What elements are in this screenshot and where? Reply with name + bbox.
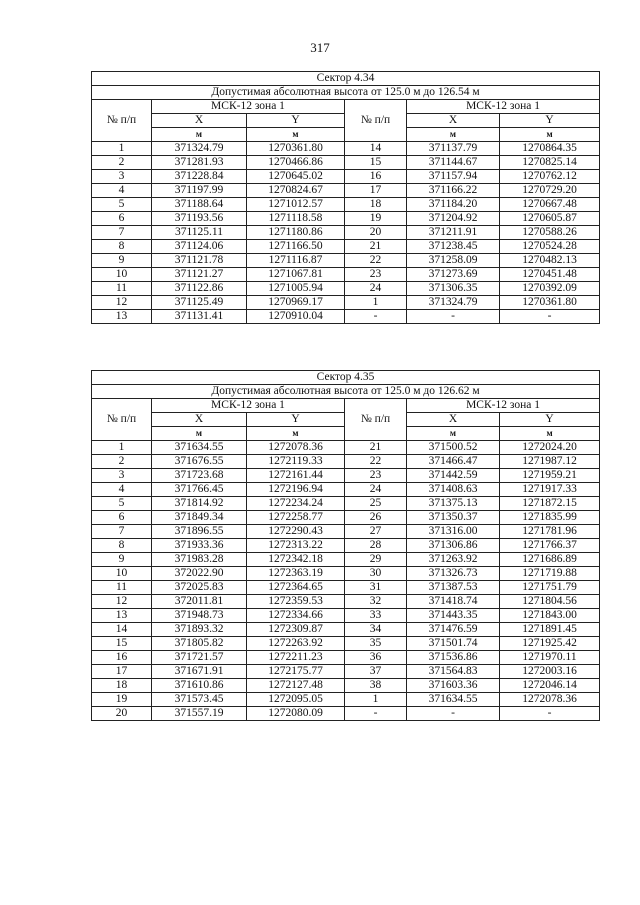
coord-x: 371238.45 bbox=[407, 240, 500, 254]
coord-y: 1271116.87 bbox=[247, 254, 345, 268]
coord-y: 1272359.53 bbox=[247, 595, 345, 609]
coord-x: 371306.86 bbox=[407, 539, 500, 553]
table-row bbox=[92, 665, 600, 679]
coord-x: 371805.82 bbox=[152, 637, 247, 651]
point-number: 8 bbox=[92, 240, 152, 254]
point-number: 29 bbox=[345, 553, 407, 567]
coord-x: 371634.55 bbox=[152, 441, 247, 455]
coord-x: 371258.09 bbox=[407, 254, 500, 268]
point-number: 9 bbox=[92, 553, 152, 567]
coord-x: 371197.99 bbox=[152, 184, 247, 198]
coord-x: 371501.74 bbox=[407, 637, 500, 651]
point-number: 22 bbox=[345, 254, 407, 268]
coord-x: 371418.74 bbox=[407, 595, 500, 609]
coord-y: 1270392.09 bbox=[500, 282, 600, 296]
point-number: 14 bbox=[92, 623, 152, 637]
coord-y: 1272024.20 bbox=[500, 441, 600, 455]
coord-x: 371564.83 bbox=[407, 665, 500, 679]
coord-x: 371324.79 bbox=[407, 296, 500, 310]
coord-y: 1270588.26 bbox=[500, 226, 600, 240]
coord-x: 371204.92 bbox=[407, 212, 500, 226]
point-number: 20 bbox=[92, 707, 152, 721]
point-number: 5 bbox=[92, 497, 152, 511]
index-header: № п/п bbox=[92, 399, 152, 441]
coord-y: 1272196.94 bbox=[247, 483, 345, 497]
coord-y: - bbox=[500, 707, 600, 721]
table-row bbox=[92, 567, 600, 581]
coord-x: 371157.94 bbox=[407, 170, 500, 184]
coord-x: 372025.83 bbox=[152, 581, 247, 595]
coord-x: 371316.00 bbox=[407, 525, 500, 539]
sector-altitude-range: Допустимая абсолютная высота от 125.0 м до 126.54 м bbox=[92, 86, 600, 100]
coord-x: 371721.57 bbox=[152, 651, 247, 665]
coord-y: 1270466.86 bbox=[247, 156, 345, 170]
coord-x: 371193.56 bbox=[152, 212, 247, 226]
coord-x: 371476.59 bbox=[407, 623, 500, 637]
coord-y: 1270482.13 bbox=[500, 254, 600, 268]
point-number: 13 bbox=[92, 609, 152, 623]
coord-y: 1270969.17 bbox=[247, 296, 345, 310]
coord-y: 1271781.96 bbox=[500, 525, 600, 539]
coord-y: 1270361.80 bbox=[247, 142, 345, 156]
coord-y: 1271987.12 bbox=[500, 455, 600, 469]
coord-x: 371326.73 bbox=[407, 567, 500, 581]
point-number: 5 bbox=[92, 198, 152, 212]
coord-y: 1271925.42 bbox=[500, 637, 600, 651]
point-number: 1 bbox=[92, 142, 152, 156]
x-unit: м bbox=[152, 128, 247, 142]
table-row bbox=[92, 296, 600, 310]
sector-altitude-range: Допустимая абсолютная высота от 125.0 м до 126.62 м bbox=[92, 385, 600, 399]
coord-x: 371166.22 bbox=[407, 184, 500, 198]
coord-y: 1271959.21 bbox=[500, 469, 600, 483]
coord-y: 1271005.94 bbox=[247, 282, 345, 296]
point-number: 4 bbox=[92, 483, 152, 497]
coord-y: 1272234.24 bbox=[247, 497, 345, 511]
coord-y: 1271872.15 bbox=[500, 497, 600, 511]
coord-x: 371814.92 bbox=[152, 497, 247, 511]
point-number: 18 bbox=[92, 679, 152, 693]
point-number: 24 bbox=[345, 282, 407, 296]
coord-x: 371228.84 bbox=[152, 170, 247, 184]
y-header: Y bbox=[500, 114, 600, 128]
coord-x: 371766.45 bbox=[152, 483, 247, 497]
coord-y: 1272364.65 bbox=[247, 581, 345, 595]
coord-y: 1270864.35 bbox=[500, 142, 600, 156]
point-number: 28 bbox=[345, 539, 407, 553]
point-number: 1 bbox=[345, 693, 407, 707]
coord-y: 1272078.36 bbox=[500, 693, 600, 707]
coord-x: 371893.32 bbox=[152, 623, 247, 637]
coord-x: 371263.92 bbox=[407, 553, 500, 567]
coord-x: 371375.13 bbox=[407, 497, 500, 511]
coord-y: 1272313.22 bbox=[247, 539, 345, 553]
coord-y: 1271012.57 bbox=[247, 198, 345, 212]
point-number: 6 bbox=[92, 212, 152, 226]
point-number: 10 bbox=[92, 567, 152, 581]
point-number: 2 bbox=[92, 156, 152, 170]
point-number: 25 bbox=[345, 497, 407, 511]
y-unit: м bbox=[500, 427, 600, 441]
coord-x: 372022.90 bbox=[152, 567, 247, 581]
coord-y: 1272095.05 bbox=[247, 693, 345, 707]
coord-x: 371610.86 bbox=[152, 679, 247, 693]
point-number: 12 bbox=[92, 296, 152, 310]
coord-x: 371281.93 bbox=[152, 156, 247, 170]
table-row bbox=[92, 310, 600, 324]
table-row bbox=[92, 707, 600, 721]
table-row bbox=[92, 553, 600, 567]
table-row bbox=[92, 198, 600, 212]
point-number: 36 bbox=[345, 651, 407, 665]
table-row bbox=[92, 184, 600, 198]
x-unit: м bbox=[407, 128, 500, 142]
table-row bbox=[92, 595, 600, 609]
sector-title: Сектор 4.35 bbox=[92, 371, 600, 385]
coordinate-system-header: МСК-12 зона 1 bbox=[152, 399, 345, 413]
table-row bbox=[92, 637, 600, 651]
coordinate-system-header: МСК-12 зона 1 bbox=[407, 399, 600, 413]
coord-x: 371184.20 bbox=[407, 198, 500, 212]
coord-x: 371121.78 bbox=[152, 254, 247, 268]
table-row bbox=[92, 539, 600, 553]
coord-y: 1270762.12 bbox=[500, 170, 600, 184]
table-row bbox=[92, 268, 600, 282]
coord-y: 1272258.77 bbox=[247, 511, 345, 525]
point-number: 10 bbox=[92, 268, 152, 282]
point-number: 15 bbox=[92, 637, 152, 651]
point-number: 16 bbox=[92, 651, 152, 665]
point-number: 17 bbox=[345, 184, 407, 198]
table-row bbox=[92, 226, 600, 240]
coord-y: 1271686.89 bbox=[500, 553, 600, 567]
y-header: Y bbox=[247, 114, 345, 128]
y-header: Y bbox=[500, 413, 600, 427]
coord-y: 1272119.33 bbox=[247, 455, 345, 469]
coord-y: 1272078.36 bbox=[247, 441, 345, 455]
coord-x: 372011.81 bbox=[152, 595, 247, 609]
coordinate-system-header: МСК-12 зона 1 bbox=[152, 100, 345, 114]
sector-table bbox=[91, 370, 600, 721]
coord-y: 1270645.02 bbox=[247, 170, 345, 184]
point-number: 23 bbox=[345, 268, 407, 282]
table-row bbox=[92, 609, 600, 623]
table-row bbox=[92, 469, 600, 483]
coord-x: 371634.55 bbox=[407, 693, 500, 707]
coord-y: - bbox=[500, 310, 600, 324]
coord-y: 1271719.88 bbox=[500, 567, 600, 581]
table-row bbox=[92, 651, 600, 665]
point-number: 26 bbox=[345, 511, 407, 525]
coord-y: 1270910.04 bbox=[247, 310, 345, 324]
coord-y: 1271067.81 bbox=[247, 268, 345, 282]
coord-x: 371137.79 bbox=[407, 142, 500, 156]
coord-y: 1270824.67 bbox=[247, 184, 345, 198]
coord-y: 1272080.09 bbox=[247, 707, 345, 721]
y-unit: м bbox=[247, 128, 345, 142]
coord-y: 1271835.99 bbox=[500, 511, 600, 525]
point-number: 1 bbox=[92, 441, 152, 455]
point-number: 34 bbox=[345, 623, 407, 637]
coord-x: 371273.69 bbox=[407, 268, 500, 282]
point-number: 32 bbox=[345, 595, 407, 609]
table-row bbox=[92, 441, 600, 455]
y-unit: м bbox=[500, 128, 600, 142]
coord-y: 1271751.79 bbox=[500, 581, 600, 595]
coord-x: 371122.86 bbox=[152, 282, 247, 296]
point-number: - bbox=[345, 707, 407, 721]
index-header: № п/п bbox=[345, 399, 407, 441]
point-number: 12 bbox=[92, 595, 152, 609]
coord-x: 371536.86 bbox=[407, 651, 500, 665]
coord-x: 371125.49 bbox=[152, 296, 247, 310]
coord-x: 371350.37 bbox=[407, 511, 500, 525]
coord-x: 371500.52 bbox=[407, 441, 500, 455]
point-number: 31 bbox=[345, 581, 407, 595]
point-number: 19 bbox=[92, 693, 152, 707]
coordinate-system-header: МСК-12 зона 1 bbox=[407, 100, 600, 114]
table-row bbox=[92, 483, 600, 497]
point-number: 17 bbox=[92, 665, 152, 679]
point-number: 18 bbox=[345, 198, 407, 212]
coord-y: 1271166.50 bbox=[247, 240, 345, 254]
point-number: 7 bbox=[92, 525, 152, 539]
coord-y: 1271843.00 bbox=[500, 609, 600, 623]
table-row bbox=[92, 525, 600, 539]
coord-y: 1271970.11 bbox=[500, 651, 600, 665]
coord-x: 371131.41 bbox=[152, 310, 247, 324]
point-number: 11 bbox=[92, 282, 152, 296]
point-number: 38 bbox=[345, 679, 407, 693]
coord-y: 1272363.19 bbox=[247, 567, 345, 581]
table-row bbox=[92, 170, 600, 184]
y-unit: м bbox=[247, 427, 345, 441]
point-number: 27 bbox=[345, 525, 407, 539]
x-header: X bbox=[407, 114, 500, 128]
table-row bbox=[92, 240, 600, 254]
coord-y: 1271766.37 bbox=[500, 539, 600, 553]
coord-y: 1271804.56 bbox=[500, 595, 600, 609]
point-number: - bbox=[345, 310, 407, 324]
sector-title: Сектор 4.34 bbox=[92, 72, 600, 86]
coord-y: 1271118.58 bbox=[247, 212, 345, 226]
coord-x: 371121.27 bbox=[152, 268, 247, 282]
coord-x: 371671.91 bbox=[152, 665, 247, 679]
coord-x: 371188.64 bbox=[152, 198, 247, 212]
table-row bbox=[92, 142, 600, 156]
point-number: 8 bbox=[92, 539, 152, 553]
coord-y: 1272003.16 bbox=[500, 665, 600, 679]
coord-y: 1272175.77 bbox=[247, 665, 345, 679]
table-row bbox=[92, 581, 600, 595]
coord-y: 1271891.45 bbox=[500, 623, 600, 637]
index-header: № п/п bbox=[345, 100, 407, 142]
coord-x: 371557.19 bbox=[152, 707, 247, 721]
point-number: 14 bbox=[345, 142, 407, 156]
coord-x: 371723.68 bbox=[152, 469, 247, 483]
point-number: 33 bbox=[345, 609, 407, 623]
coord-y: 1270667.48 bbox=[500, 198, 600, 212]
table-row bbox=[92, 693, 600, 707]
coord-y: 1270605.87 bbox=[500, 212, 600, 226]
coord-x: 371466.47 bbox=[407, 455, 500, 469]
point-number: 11 bbox=[92, 581, 152, 595]
table-row bbox=[92, 679, 600, 693]
coord-y: 1271180.86 bbox=[247, 226, 345, 240]
point-number: 3 bbox=[92, 469, 152, 483]
coord-x: 371125.11 bbox=[152, 226, 247, 240]
coord-x: 371603.36 bbox=[407, 679, 500, 693]
x-header: X bbox=[152, 114, 247, 128]
index-header: № п/п bbox=[92, 100, 152, 142]
table-row bbox=[92, 282, 600, 296]
coord-x: 371676.55 bbox=[152, 455, 247, 469]
point-number: 13 bbox=[92, 310, 152, 324]
coord-x: 371573.45 bbox=[152, 693, 247, 707]
point-number: 21 bbox=[345, 240, 407, 254]
coord-y: 1271917.33 bbox=[500, 483, 600, 497]
coord-x: 371442.59 bbox=[407, 469, 500, 483]
coord-x: 371443.35 bbox=[407, 609, 500, 623]
coord-y: 1272309.87 bbox=[247, 623, 345, 637]
table-row bbox=[92, 497, 600, 511]
coord-x: 371983.28 bbox=[152, 553, 247, 567]
table-row bbox=[92, 455, 600, 469]
coord-y: 1272211.23 bbox=[247, 651, 345, 665]
x-unit: м bbox=[407, 427, 500, 441]
coord-x: 371387.53 bbox=[407, 581, 500, 595]
point-number: 7 bbox=[92, 226, 152, 240]
coord-x: 371948.73 bbox=[152, 609, 247, 623]
point-number: 21 bbox=[345, 441, 407, 455]
point-number: 19 bbox=[345, 212, 407, 226]
coord-y: 1272334.66 bbox=[247, 609, 345, 623]
coord-y: 1272046.14 bbox=[500, 679, 600, 693]
table-row bbox=[92, 156, 600, 170]
coord-x: - bbox=[407, 707, 500, 721]
coord-x: - bbox=[407, 310, 500, 324]
coord-x: 371211.91 bbox=[407, 226, 500, 240]
point-number: 23 bbox=[345, 469, 407, 483]
point-number: 9 bbox=[92, 254, 152, 268]
table-row bbox=[92, 254, 600, 268]
point-number: 30 bbox=[345, 567, 407, 581]
point-number: 24 bbox=[345, 483, 407, 497]
point-number: 1 bbox=[345, 296, 407, 310]
point-number: 2 bbox=[92, 455, 152, 469]
coord-x: 371408.63 bbox=[407, 483, 500, 497]
sector-table bbox=[91, 71, 600, 324]
point-number: 16 bbox=[345, 170, 407, 184]
point-number: 3 bbox=[92, 170, 152, 184]
coord-y: 1272342.18 bbox=[247, 553, 345, 567]
table-row bbox=[92, 212, 600, 226]
coord-x: 371306.35 bbox=[407, 282, 500, 296]
point-number: 20 bbox=[345, 226, 407, 240]
coord-x: 371124.06 bbox=[152, 240, 247, 254]
coord-y: 1272263.92 bbox=[247, 637, 345, 651]
point-number: 4 bbox=[92, 184, 152, 198]
coord-x: 371324.79 bbox=[152, 142, 247, 156]
coord-y: 1270729.20 bbox=[500, 184, 600, 198]
point-number: 22 bbox=[345, 455, 407, 469]
table-row bbox=[92, 511, 600, 525]
coord-y: 1272161.44 bbox=[247, 469, 345, 483]
page-number: 317 bbox=[310, 40, 330, 55]
point-number: 6 bbox=[92, 511, 152, 525]
coord-y: 1272127.48 bbox=[247, 679, 345, 693]
coord-y: 1270451.48 bbox=[500, 268, 600, 282]
coord-y: 1270361.80 bbox=[500, 296, 600, 310]
coord-y: 1270524.28 bbox=[500, 240, 600, 254]
point-number: 37 bbox=[345, 665, 407, 679]
coord-x: 371144.67 bbox=[407, 156, 500, 170]
coord-x: 371933.36 bbox=[152, 539, 247, 553]
x-unit: м bbox=[152, 427, 247, 441]
point-number: 15 bbox=[345, 156, 407, 170]
coord-x: 371849.34 bbox=[152, 511, 247, 525]
coord-y: 1270825.14 bbox=[500, 156, 600, 170]
coord-x: 371896.55 bbox=[152, 525, 247, 539]
table-row bbox=[92, 623, 600, 637]
point-number: 35 bbox=[345, 637, 407, 651]
x-header: X bbox=[152, 413, 247, 427]
y-header: Y bbox=[247, 413, 345, 427]
x-header: X bbox=[407, 413, 500, 427]
coord-y: 1272290.43 bbox=[247, 525, 345, 539]
